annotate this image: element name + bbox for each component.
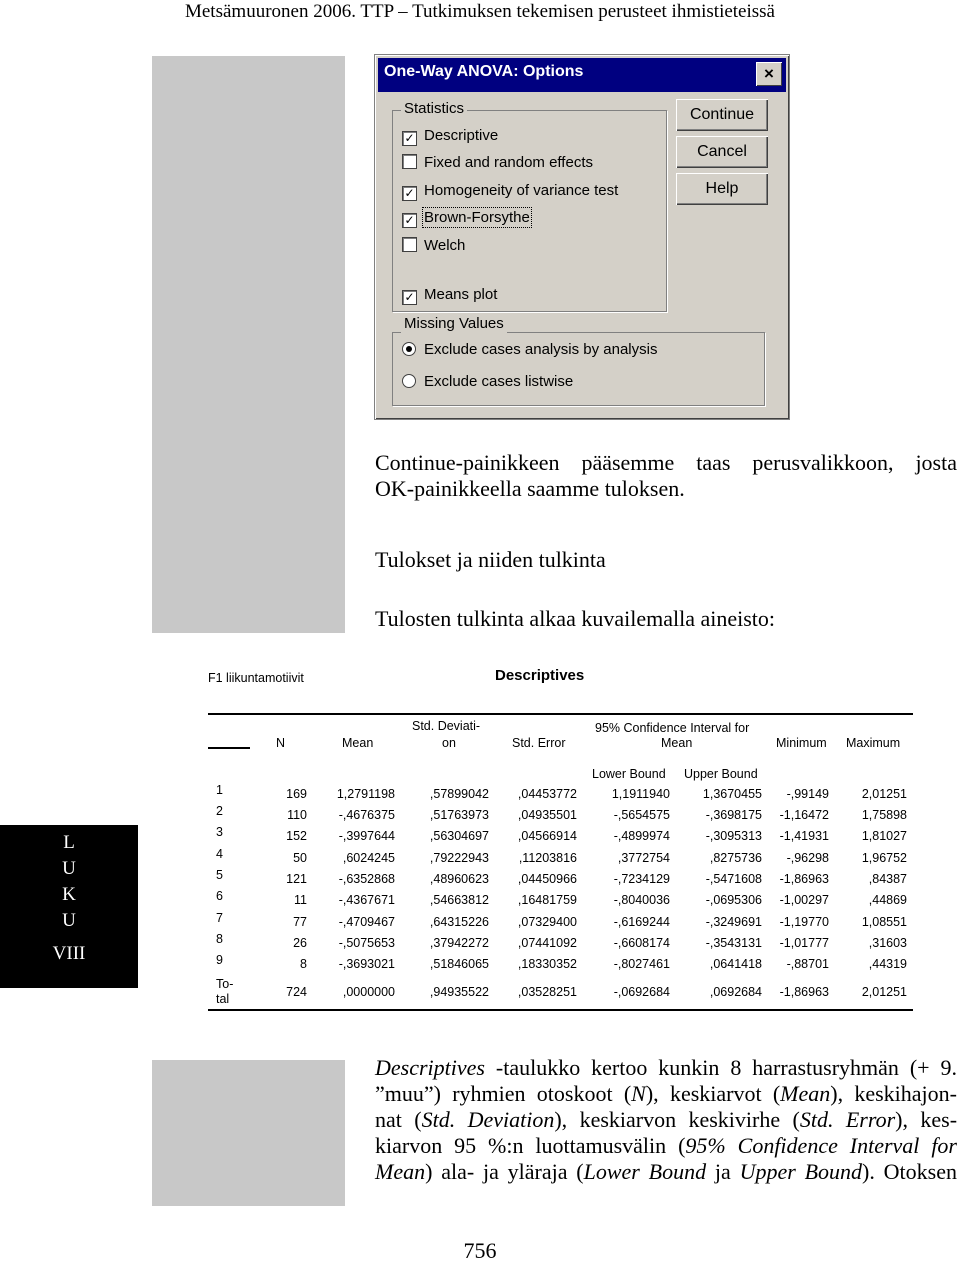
term: 95% Confidence Interval for: [685, 1133, 957, 1158]
paragraph-line: [375, 1055, 957, 1081]
term: Std. Deviation: [421, 1107, 555, 1132]
text-run: ). Otoksen: [862, 1159, 957, 1184]
row-group-label: To-: [216, 977, 234, 991]
table-cell-n: 77: [293, 915, 307, 929]
missing-values-label: Missing Values: [401, 315, 507, 333]
table-cell-sd: ,64315226: [429, 915, 489, 929]
brown-forsythe-checkbox[interactable]: ✓: [402, 213, 417, 228]
table-cell-mean: -,3693021: [338, 957, 395, 971]
table-cell-lower: -,8027461: [613, 957, 670, 971]
table-cell-se: ,18330352: [517, 957, 577, 971]
table-cell-mean: -,4367671: [338, 893, 395, 907]
text-run: ), kes-: [895, 1107, 958, 1132]
option-label: Homogeneity of variance test: [424, 182, 619, 199]
table-cell-max: ,44319: [868, 957, 907, 971]
table-cell-se: ,04935501: [517, 808, 577, 822]
table-cell-n: 169: [286, 787, 307, 801]
table-cell-lower: -,5654575: [613, 808, 670, 822]
table-title: Descriptives: [495, 667, 585, 684]
table-cell-mean: -,4709467: [338, 915, 395, 929]
paragraph-line: [375, 1159, 957, 1185]
means-plot-checkbox[interactable]: ✓: [402, 290, 417, 305]
term: Lower Bound: [583, 1159, 707, 1184]
table-cell-max: 1,75898: [861, 808, 907, 822]
table-cell-se: ,04566914: [517, 829, 577, 843]
row-group-label: 1: [216, 783, 223, 797]
table-cell-sd: ,79222943: [429, 851, 489, 865]
row-group-label: 3: [216, 825, 223, 839]
option-label: Means plot: [424, 286, 498, 303]
text-run: -taulukko kertoo kunkin 8 harrastusryhmän (+ 9.: [484, 1055, 957, 1080]
table-cell-upper: -,5471608: [705, 872, 762, 886]
table-cell-max: 1,81027: [861, 829, 907, 843]
close-button[interactable]: ×: [756, 62, 782, 86]
table-cell-lower: -,4899974: [613, 829, 670, 843]
continue-button[interactable]: Continue: [676, 99, 768, 131]
header-maximum: Maximum: [846, 736, 901, 750]
paragraph-line: [375, 1133, 957, 1159]
table-cell-lower: -,8040036: [613, 893, 670, 907]
side-tab-letter: L: [63, 832, 75, 853]
table-cell-upper: ,0692684: [709, 985, 762, 999]
row-group-label: 9: [216, 953, 223, 967]
table-cell-max: 2,01251: [861, 787, 907, 801]
term: Std. Error: [799, 1107, 896, 1132]
table-cell-max: ,31603: [868, 936, 907, 950]
table-cell-sd: ,51763973: [429, 808, 489, 822]
side-tab-letter: U: [62, 858, 76, 879]
table-cell-min: -,88701: [786, 957, 829, 971]
paragraph-line: [375, 1081, 957, 1107]
margin-image-bottom: [152, 1060, 345, 1206]
option-label: Brown-Forsythe: [424, 209, 530, 226]
statistics-label: Statistics: [401, 100, 467, 118]
table-cell-min: -,99149: [786, 787, 829, 801]
side-tab-letter: U: [62, 910, 76, 931]
table-cell-n: 8: [300, 957, 307, 971]
dialog-title: One-Way ANOVA: Options: [384, 63, 584, 80]
side-tab-roman: VIII: [52, 943, 86, 964]
descriptive-checkbox[interactable]: ✓: [402, 131, 417, 146]
option-label: Welch: [424, 237, 466, 254]
option-label: Descriptive: [424, 127, 499, 144]
table-top-rule: [208, 713, 913, 715]
table-cell-se: ,07441092: [517, 936, 577, 950]
term: Mean: [780, 1081, 831, 1106]
table-cell-sd: ,54663812: [429, 893, 489, 907]
header-mean: Mean: [342, 736, 374, 750]
option-label: Fixed and random effects: [424, 154, 593, 171]
table-cell-mean: ,0000000: [342, 985, 395, 999]
row-group-label: 8: [216, 932, 223, 946]
paragraph-line: Continue-painikkeen pääsemme taas perusvalikkoon, josta: [375, 450, 957, 475]
table-cell-sd: ,48960623: [429, 872, 489, 886]
table-cell-sd: ,57899042: [429, 787, 489, 801]
text-run: ), keskiarvon keskivirhe (: [554, 1107, 800, 1132]
table-cell-n: 50: [293, 851, 307, 865]
chapter-side-tab: [0, 825, 138, 988]
table-cell-upper: ,8275736: [709, 851, 762, 865]
header-std-error: Std. Error: [512, 736, 566, 750]
table-cell-min: -1,86963: [779, 872, 829, 886]
table-cell-lower: ,3772754: [617, 851, 670, 865]
option-label: Exclude cases analysis by analysis: [424, 341, 658, 358]
help-button[interactable]: Help: [676, 173, 768, 205]
table-cell-min: -1,86963: [779, 985, 829, 999]
text-run: ), keskihajon-: [830, 1081, 957, 1106]
table-cell-n: 724: [286, 985, 307, 999]
term: N: [631, 1081, 646, 1106]
row-group-label: 2: [216, 804, 223, 818]
homogeneity-checkbox[interactable]: ✓: [402, 186, 417, 201]
table-cell-upper: ,0641418: [709, 957, 762, 971]
table-cell-se: ,07329400: [517, 915, 577, 929]
row-group-label: 7: [216, 911, 223, 925]
text-run: ), keskiarvot (: [645, 1081, 781, 1106]
table-cell-se: ,04453772: [517, 787, 577, 801]
table-cell-upper: -,3543131: [705, 936, 762, 950]
table-cell-min: -1,41931: [779, 829, 829, 843]
table-cell-n: 26: [293, 936, 307, 950]
table-cell-min: -1,16472: [779, 808, 829, 822]
header-n: N: [276, 736, 286, 750]
table-cell-min: -1,01777: [779, 936, 829, 950]
table-cell-lower: -,7234129: [613, 872, 670, 886]
table-cell-upper: -,3698175: [705, 808, 762, 822]
row-group-label: 4: [216, 847, 223, 861]
section-heading: Tulokset ja niiden tulkinta: [375, 547, 606, 572]
row-group-label: tal: [216, 992, 230, 1006]
header-lower-bound: Lower Bound: [592, 767, 666, 781]
header-std-dev-2: on: [442, 736, 456, 750]
table-cell-mean: 1,2791198: [336, 787, 395, 801]
table-cell-max: ,84387: [868, 872, 907, 886]
text-run: kiarvon 95 %:n luottamusvälin (: [375, 1133, 686, 1158]
table-cell-se: ,11203816: [518, 851, 577, 865]
table-cell-lower: -,6608174: [613, 936, 670, 950]
table-cell-mean: -,3997644: [338, 829, 395, 843]
text-run: ) ala- ja yläraja (: [425, 1159, 584, 1184]
table-cell-sd: ,56304697: [429, 829, 489, 843]
table-cell-max: 1,96752: [861, 851, 907, 865]
table-cell-mean: -,4676375: [338, 808, 395, 822]
paragraph-descriptives: [375, 1055, 957, 1185]
table-cell-max: 2,01251: [861, 985, 907, 999]
table-cell-min: -,96298: [786, 851, 829, 865]
side-tab-letters: [0, 830, 138, 934]
table-variable: F1 liikuntamotiivit: [208, 671, 304, 685]
table-cell-mean: ,6024245: [342, 851, 395, 865]
table-cell-n: 152: [286, 829, 307, 843]
header-ci: 95% Confidence Interval for: [595, 721, 750, 735]
paragraph-line: OK-painikkeella saamme tuloksen.: [375, 476, 685, 501]
text-run: ja: [706, 1159, 740, 1184]
table-cell-min: -1,19770: [779, 915, 829, 929]
header-ci-2: Mean: [661, 736, 693, 750]
table-cell-n: 121: [286, 872, 307, 886]
term: Upper Bound: [739, 1159, 863, 1184]
table-cell-n: 110: [287, 808, 307, 822]
header-std-dev: Std. Deviati-: [412, 719, 481, 733]
row-group-label: 6: [216, 889, 223, 903]
table-cell-min: -1,00297: [779, 893, 829, 907]
cancel-button[interactable]: Cancel: [676, 136, 768, 168]
text-run: ”muu”) ryhmien otoskoot (: [375, 1081, 632, 1106]
table-cell-mean: -,6352868: [338, 872, 395, 886]
side-tab-letter: K: [62, 884, 76, 905]
term: Mean: [375, 1159, 426, 1184]
row-group-label: 5: [216, 868, 223, 882]
table-cell-upper: -,3249691: [705, 915, 762, 929]
table-bottom-rule: [208, 1009, 913, 1011]
table-cell-lower: -,6169244: [613, 915, 670, 929]
table-cell-se: ,16481759: [517, 893, 577, 907]
header-upper-bound: Upper Bound: [684, 767, 758, 781]
page-number: 756: [463, 1238, 497, 1263]
option-label: Exclude cases listwise: [424, 373, 574, 390]
paragraph-intro: Tulosten tulkinta alkaa kuvailemalla aineisto:: [375, 606, 775, 631]
header-minimum: Minimum: [776, 736, 827, 750]
paragraph-line: [375, 1107, 957, 1133]
table-cell-se: ,04450966: [517, 872, 577, 886]
table-cell-upper: 1,3670455: [702, 787, 762, 801]
table-cell-mean: -,5075653: [338, 936, 395, 950]
table-cell-upper: -,0695306: [705, 893, 762, 907]
table-cell-upper: -,3095313: [705, 829, 762, 843]
term: Descriptives: [375, 1055, 485, 1080]
table-cell-max: 1,08551: [861, 915, 907, 929]
table-cell-sd: ,37942272: [429, 936, 489, 950]
table-stub-rule: [208, 747, 250, 749]
text-run: nat (: [375, 1107, 422, 1132]
table-cell-n: 11: [294, 893, 307, 907]
table-cell-lower: -,0692684: [613, 985, 670, 999]
table-cell-se: ,03528251: [517, 985, 577, 999]
table-cell-sd: ,94935522: [429, 985, 489, 999]
table-cell-max: ,44869: [868, 893, 907, 907]
running-head: Metsämuuronen 2006. TTP – Tutkimuksen tekemisen perusteet ihmistieteissä: [184, 1, 775, 22]
table-cell-lower: 1,1911940: [611, 787, 670, 801]
table-cell-sd: ,51846065: [429, 957, 489, 971]
